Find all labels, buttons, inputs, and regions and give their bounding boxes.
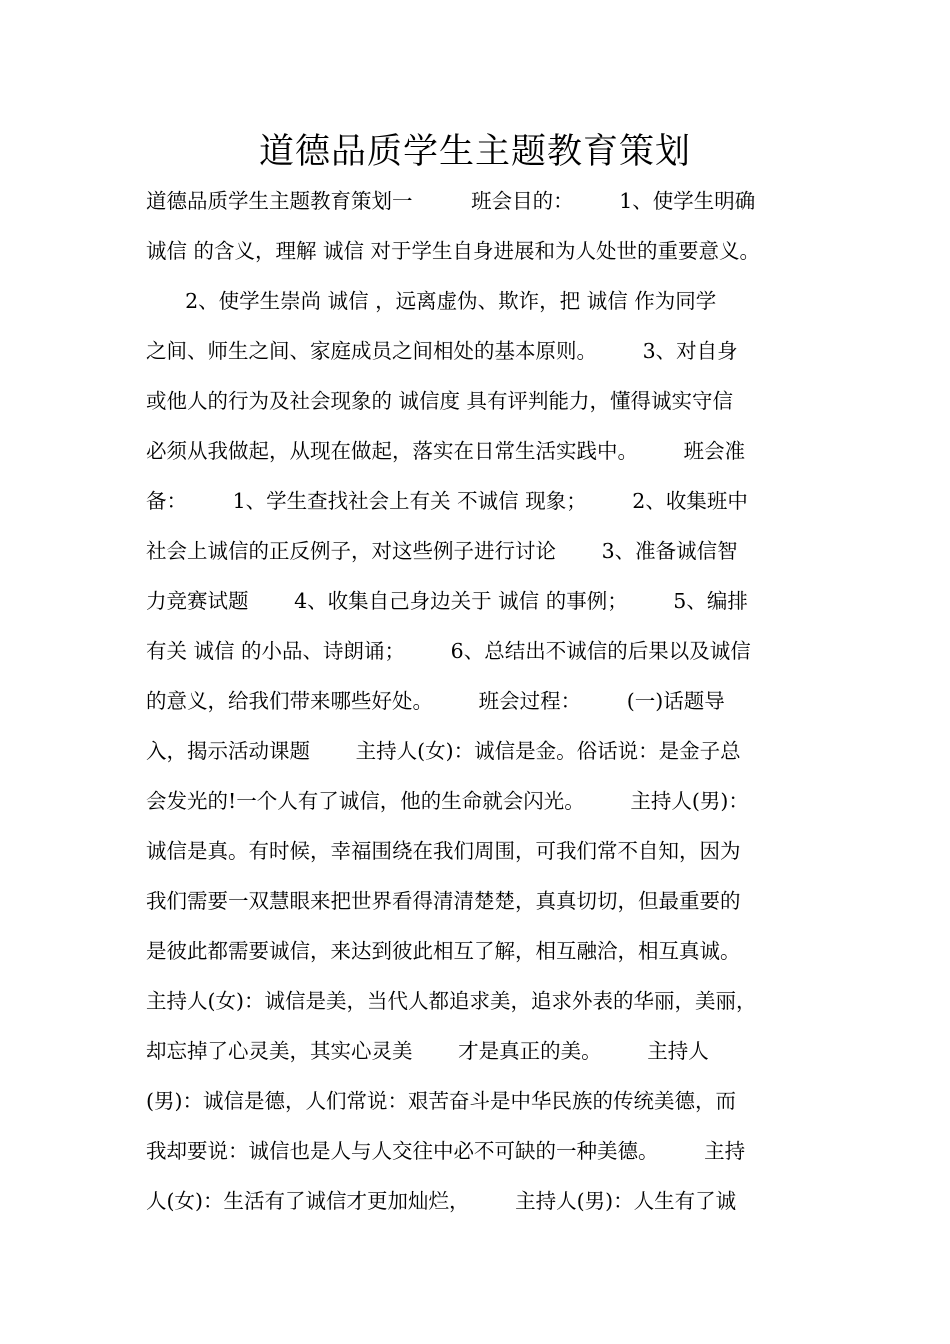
text-line: 诚信是真。有时候，幸福围绕在我们周围，可我们常不自知，因为 <box>146 839 741 863</box>
text-line: 社会上诚信的正反例子，对这些例子进行讨论 3、准备诚信智 <box>146 539 738 563</box>
document-title: 道德品质学生主题教育策划 <box>258 132 691 172</box>
text-line: 的意义，给我们带来哪些好处。 班会过程： (一)话题导 <box>146 689 725 713</box>
text-line: 入，揭示活动课题 主持人(女)：诚信是金。俗话说：是金子总 <box>146 739 741 763</box>
document-body <box>146 176 826 1226</box>
text-line: 是彼此都需要诚信，来达到彼此相互了解，相互融洽，相互真诚。 <box>146 939 741 963</box>
text-line: 备： 1、学生查找社会上有关 不诚信 现象； 2、收集班中 <box>146 489 748 513</box>
text-line: 有关 诚信 的小品、诗朗诵； 6、总结出不诚信的后果以及诚信 <box>146 639 751 663</box>
text-line: 主持人(女)：诚信是美，当代人都追求美，追求外表的华丽，美丽， <box>146 989 757 1013</box>
text-line: 我们需要一双慧眼来把世界看得清清楚楚，真真切切，但最重要的 <box>146 889 741 913</box>
text-line: 2、使学生崇尚 诚信 ，远离虚伪、欺诈，把 诚信 作为同学 <box>146 289 717 313</box>
text-line: 却忘掉了心灵美，其实心灵美 才是真正的美。 主持人 <box>146 1039 709 1063</box>
text-line: 人(女)：生活有了诚信才更加灿烂， 主持人(男)：人生有了诚 <box>146 1189 737 1213</box>
text-line: 我却要说：诚信也是人与人交往中必不可缺的一种美德。 主持 <box>146 1139 746 1163</box>
text-line: 道德品质学生主题教育策划一 班会目的： 1、使学生明确 <box>146 189 756 213</box>
text-line: 之间、师生之间、家庭成员之间相处的基本原则。 3、对自身 <box>146 339 738 363</box>
text-line: 必须从我做起，从现在做起，落实在日常生活实践中。 班会准 <box>146 439 746 463</box>
text-line: 诚信 的含义，理解 诚信 对于学生自身进展和为人处世的重要意义。 <box>146 239 761 263</box>
text-line: 会发光的!一个人有了诚信，他的生命就会闪光。 主持人(男)： <box>146 789 749 813</box>
text-line: 力竞赛试题 4、收集自己身边关于 诚信 的事例； 5、编排 <box>146 589 748 613</box>
text-line: 或他人的行为及社会现象的 诚信度 具有评判能力，懂得诚实守信 <box>146 389 734 413</box>
text-line: (男)：诚信是德，人们常说：艰苦奋斗是中华民族的传统美德，而 <box>146 1089 736 1113</box>
